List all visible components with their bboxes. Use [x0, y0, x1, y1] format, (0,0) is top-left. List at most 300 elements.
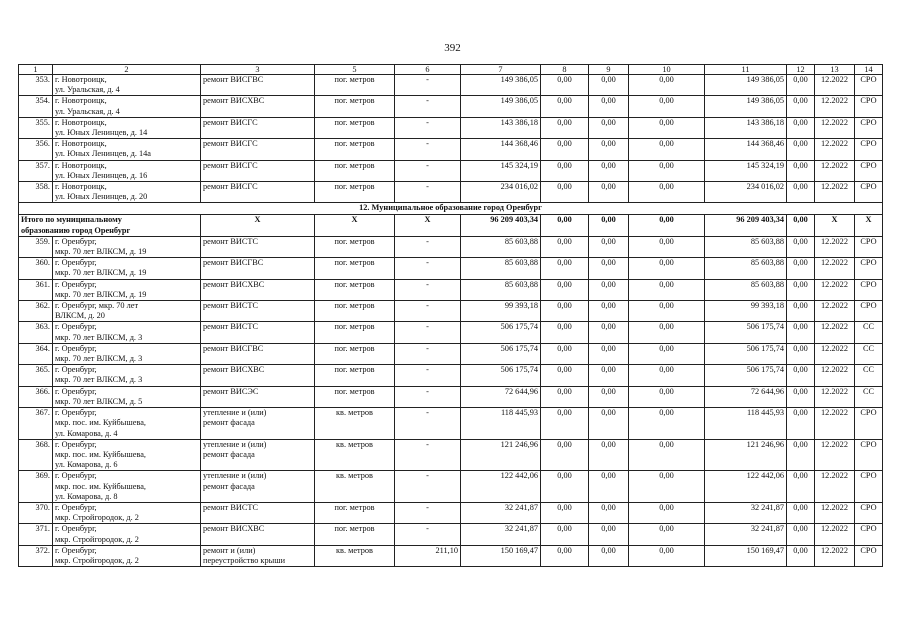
col-num: 12: [787, 65, 815, 75]
fund-cell: 0,00: [541, 236, 589, 257]
work-type-line: ремонт ВИСГС: [203, 139, 258, 149]
quantity-cell: -: [395, 502, 461, 523]
fund-cell: 0,00: [589, 322, 629, 343]
table-row: [19, 471, 883, 503]
section-title: 12. Муниципальное образование город Оренбург: [19, 203, 883, 215]
fund-cell: 0,00: [629, 279, 705, 300]
deadline-cell: 12.2022: [815, 322, 855, 343]
address-cell: [53, 502, 201, 523]
work-type-cell: [201, 545, 315, 566]
total-method: Х: [855, 215, 883, 236]
method-cell: СС: [855, 365, 883, 386]
fund-cell: 0,00: [629, 408, 705, 440]
work-type-line: утепление и (или): [203, 471, 267, 481]
work-type-line: ремонт фасада: [203, 418, 255, 428]
fund-cell: 0,00: [629, 75, 705, 96]
method-cell: СРО: [855, 408, 883, 440]
col-num: 7: [461, 65, 541, 75]
work-type-line: ремонт фасада: [203, 449, 255, 459]
quantity-cell: -: [395, 343, 461, 364]
fund-cell: 0,00: [541, 322, 589, 343]
quantity-cell: -: [395, 236, 461, 257]
fund-cell: 0,00: [589, 386, 629, 407]
work-type-cell: [201, 139, 315, 160]
other-funds-cell: 0,00: [787, 545, 815, 566]
fund-cell: 0,00: [629, 343, 705, 364]
address-cell: [53, 343, 201, 364]
table-row: [19, 279, 883, 300]
work-type-line: ремонт и (или): [203, 545, 256, 555]
table-row: [19, 236, 883, 257]
fund-cell: 0,00: [541, 301, 589, 322]
quantity-cell: -: [395, 117, 461, 138]
address-line: мкр. 70 лет ВЛКСМ, д. 3: [55, 354, 143, 364]
work-type-cell: [201, 439, 315, 471]
total-unit: Х: [315, 215, 395, 236]
work-type-line: ремонт ВИСТС: [203, 236, 259, 246]
address-cell: [53, 386, 201, 407]
method-cell: СРО: [855, 96, 883, 117]
work-type-cell: [201, 502, 315, 523]
total-other: 0,00: [787, 215, 815, 236]
total-cost-cell: 85 603,88: [461, 236, 541, 257]
address-line: мкр. пос. им. Куйбышева,: [55, 418, 146, 428]
row-number: 369.: [19, 471, 53, 503]
col-num: 2: [53, 65, 201, 75]
address-line: г. Оренбург,: [55, 524, 97, 534]
other-funds-cell: 0,00: [787, 258, 815, 279]
fund-cell: 0,00: [589, 408, 629, 440]
fund-cell: 0,00: [589, 160, 629, 181]
other-funds-cell: 0,00: [787, 236, 815, 257]
total-work: Х: [201, 215, 315, 236]
work-type-cell: [201, 75, 315, 96]
fund-cell: 0,00: [589, 343, 629, 364]
fund-cell: 0,00: [541, 471, 589, 503]
work-type-line: ремонт ВИСЭС: [203, 386, 259, 396]
table-row: [19, 322, 883, 343]
table-row: [19, 439, 883, 471]
total-owners: 96 209 403,34: [705, 215, 787, 236]
method-cell: СРО: [855, 75, 883, 96]
address-cell: [53, 139, 201, 160]
total-cost-cell: 234 016,02: [461, 182, 541, 203]
fund-cell: 0,00: [541, 365, 589, 386]
unit-cell: пог. метров: [315, 96, 395, 117]
address-line: г. Новотроицк,: [55, 96, 107, 106]
deadline-cell: 12.2022: [815, 301, 855, 322]
unit-cell: пог. метров: [315, 502, 395, 523]
fund-cell: 0,00: [629, 545, 705, 566]
quantity-cell: 211,10: [395, 545, 461, 566]
table-row: [19, 117, 883, 138]
address-cell: [53, 279, 201, 300]
other-funds-cell: 0,00: [787, 343, 815, 364]
quantity-cell: -: [395, 160, 461, 181]
total-cost-cell: 506 175,74: [461, 365, 541, 386]
work-type-line: утепление и (или): [203, 408, 267, 418]
row-number: 354.: [19, 96, 53, 117]
address-line: ул. Комарова, д. 4: [55, 428, 118, 438]
fund-cell: 0,00: [589, 139, 629, 160]
total-label-line: Итого по муниципальному: [21, 215, 122, 225]
unit-cell: кв. метров: [315, 545, 395, 566]
method-cell: СС: [855, 386, 883, 407]
owners-funds-cell: 122 442,06: [705, 471, 787, 503]
row-number: 361.: [19, 279, 53, 300]
address-line: мкр. 70 лет ВЛКСМ, д. 19: [55, 247, 147, 257]
address-cell: [53, 524, 201, 545]
total-cost-cell: 150 169,47: [461, 545, 541, 566]
method-cell: СРО: [855, 471, 883, 503]
fund-cell: 0,00: [589, 471, 629, 503]
address-line: г. Новотроицк,: [55, 139, 107, 149]
address-cell: [53, 117, 201, 138]
work-type-line: утепление и (или): [203, 439, 267, 449]
total-cost-cell: 99 393,18: [461, 301, 541, 322]
owners-funds-cell: 85 603,88: [705, 258, 787, 279]
address-line: мкр. 70 лет ВЛКСМ, д. 19: [55, 289, 147, 299]
fund-cell: 0,00: [629, 301, 705, 322]
table-row: [19, 301, 883, 322]
total-cost-cell: 72 644,96: [461, 386, 541, 407]
table-row: [19, 365, 883, 386]
other-funds-cell: 0,00: [787, 279, 815, 300]
work-type-line: ремонт ВИСТС: [203, 301, 259, 311]
address-line: мкр. пос. им. Куйбышева,: [55, 449, 146, 459]
address-line: г. Оренбург,: [55, 322, 97, 332]
method-cell: СРО: [855, 160, 883, 181]
col-num: 8: [541, 65, 589, 75]
fund-cell: 0,00: [541, 75, 589, 96]
address-cell: [53, 75, 201, 96]
address-line: г. Оренбург,: [55, 545, 97, 555]
fund-cell: 0,00: [629, 365, 705, 386]
deadline-cell: 12.2022: [815, 258, 855, 279]
column-number-row: [19, 65, 883, 75]
fund-cell: 0,00: [589, 365, 629, 386]
row-number: 372.: [19, 545, 53, 566]
address-line: г. Новотроицк,: [55, 117, 107, 127]
unit-cell: пог. метров: [315, 160, 395, 181]
quantity-cell: -: [395, 301, 461, 322]
total-label-line: образованию город Оренбург: [21, 225, 131, 235]
fund-cell: 0,00: [589, 524, 629, 545]
fund-cell: 0,00: [541, 258, 589, 279]
fund-cell: 0,00: [629, 322, 705, 343]
work-type-line: ремонт ВИСХВС: [203, 279, 265, 289]
row-number: 371.: [19, 524, 53, 545]
fund-cell: 0,00: [629, 117, 705, 138]
method-cell: СРО: [855, 117, 883, 138]
fund-cell: 0,00: [629, 160, 705, 181]
page-number: 392: [444, 42, 461, 54]
unit-cell: пог. метров: [315, 279, 395, 300]
fund-cell: 0,00: [629, 258, 705, 279]
row-number: 365.: [19, 365, 53, 386]
owners-funds-cell: 149 386,05: [705, 96, 787, 117]
work-type-line: ремонт ВИСХВС: [203, 365, 265, 375]
deadline-cell: 12.2022: [815, 502, 855, 523]
deadline-cell: 12.2022: [815, 236, 855, 257]
address-cell: [53, 545, 201, 566]
address-line: г. Оренбург,: [55, 279, 97, 289]
total-cost-cell: 32 241,87: [461, 502, 541, 523]
deadline-cell: 12.2022: [815, 471, 855, 503]
table-row: [19, 545, 883, 566]
owners-funds-cell: 143 386,18: [705, 117, 787, 138]
owners-funds-cell: 85 603,88: [705, 279, 787, 300]
table-row: [19, 139, 883, 160]
row-number: 366.: [19, 386, 53, 407]
unit-cell: пог. метров: [315, 258, 395, 279]
owners-funds-cell: 234 016,02: [705, 182, 787, 203]
unit-cell: пог. метров: [315, 343, 395, 364]
other-funds-cell: 0,00: [787, 524, 815, 545]
deadline-cell: 12.2022: [815, 524, 855, 545]
row-number: 358.: [19, 182, 53, 203]
address-cell: [53, 301, 201, 322]
table-row: [19, 160, 883, 181]
other-funds-cell: 0,00: [787, 139, 815, 160]
address-line: ул. Комарова, д. 8: [55, 491, 118, 501]
address-cell: [53, 471, 201, 503]
work-type-cell: [201, 160, 315, 181]
address-cell: [53, 439, 201, 471]
register-table: [18, 64, 883, 567]
deadline-cell: 12.2022: [815, 343, 855, 364]
fund-cell: 0,00: [589, 545, 629, 566]
deadline-cell: 12.2022: [815, 139, 855, 160]
row-number: 353.: [19, 75, 53, 96]
fund-cell: 0,00: [541, 524, 589, 545]
unit-cell: пог. метров: [315, 301, 395, 322]
fund-cell: 0,00: [629, 439, 705, 471]
deadline-cell: 12.2022: [815, 365, 855, 386]
work-type-cell: [201, 279, 315, 300]
method-cell: СРО: [855, 502, 883, 523]
other-funds-cell: 0,00: [787, 471, 815, 503]
fund-cell: 0,00: [541, 343, 589, 364]
address-cell: [53, 365, 201, 386]
address-cell: [53, 236, 201, 257]
work-type-line: ремонт ВИСГС: [203, 117, 258, 127]
address-line: г. Оренбург,: [55, 386, 97, 396]
work-type-line: ремонт ВИСТС: [203, 502, 259, 512]
fund-cell: 0,00: [541, 386, 589, 407]
quantity-cell: -: [395, 279, 461, 300]
fund-cell: 0,00: [541, 182, 589, 203]
owners-funds-cell: 144 368,46: [705, 139, 787, 160]
owners-funds-cell: 506 175,74: [705, 322, 787, 343]
owners-funds-cell: 99 393,18: [705, 301, 787, 322]
total-fund: 0,00: [629, 215, 705, 236]
fund-cell: 0,00: [541, 279, 589, 300]
unit-cell: пог. метров: [315, 322, 395, 343]
unit-cell: кв. метров: [315, 471, 395, 503]
other-funds-cell: 0,00: [787, 408, 815, 440]
deadline-cell: 12.2022: [815, 545, 855, 566]
row-number: 368.: [19, 439, 53, 471]
quantity-cell: -: [395, 96, 461, 117]
method-cell: СРО: [855, 258, 883, 279]
quantity-cell: -: [395, 471, 461, 503]
address-cell: [53, 258, 201, 279]
address-cell: [53, 182, 201, 203]
address-cell: [53, 160, 201, 181]
work-type-line: переустройство крыши: [203, 555, 286, 565]
work-type-cell: [201, 182, 315, 203]
total-row: [19, 215, 883, 236]
table-row: [19, 386, 883, 407]
fund-cell: 0,00: [589, 182, 629, 203]
address-line: мкр. Стройгородок, д. 2: [55, 513, 139, 523]
quantity-cell: -: [395, 75, 461, 96]
address-line: ул. Комарова, д. 6: [55, 460, 118, 470]
address-line: г. Оренбург,: [55, 343, 97, 353]
address-cell: [53, 408, 201, 440]
total-label: [19, 215, 201, 236]
total-cost-cell: 506 175,74: [461, 322, 541, 343]
method-cell: СРО: [855, 139, 883, 160]
deadline-cell: 12.2022: [815, 279, 855, 300]
work-type-cell: [201, 343, 315, 364]
col-num: 6: [395, 65, 461, 75]
total-cost-cell: 85 603,88: [461, 258, 541, 279]
work-type-line: ремонт ВИСХВС: [203, 96, 265, 106]
col-num: 13: [815, 65, 855, 75]
row-number: 355.: [19, 117, 53, 138]
fund-cell: 0,00: [589, 279, 629, 300]
quantity-cell: -: [395, 258, 461, 279]
fund-cell: 0,00: [541, 502, 589, 523]
method-cell: СРО: [855, 236, 883, 257]
unit-cell: пог. метров: [315, 365, 395, 386]
address-line: мкр. 70 лет ВЛКСМ, д. 3: [55, 332, 143, 342]
unit-cell: пог. метров: [315, 182, 395, 203]
unit-cell: пог. метров: [315, 75, 395, 96]
fund-cell: 0,00: [589, 117, 629, 138]
address-line: мкр. 70 лет ВЛКСМ, д. 5: [55, 396, 143, 406]
owners-funds-cell: 121 246,96: [705, 439, 787, 471]
address-line: г. Оренбург,: [55, 236, 97, 246]
row-number: 360.: [19, 258, 53, 279]
row-number: 364.: [19, 343, 53, 364]
total-cost-cell: 32 241,87: [461, 524, 541, 545]
quantity-cell: -: [395, 365, 461, 386]
address-line: мкр. 70 лет ВЛКСМ, д. 19: [55, 268, 147, 278]
address-line: г. Новотроицк,: [55, 160, 107, 170]
work-type-cell: [201, 96, 315, 117]
owners-funds-cell: 149 386,05: [705, 75, 787, 96]
work-type-line: ремонт ВИСГВС: [203, 75, 264, 84]
total-cost-cell: 149 386,05: [461, 75, 541, 96]
address-line: г. Новотроицк,: [55, 75, 107, 84]
work-type-cell: [201, 471, 315, 503]
unit-cell: пог. метров: [315, 236, 395, 257]
method-cell: СРО: [855, 279, 883, 300]
total-cost-cell: 145 324,19: [461, 160, 541, 181]
row-number: 359.: [19, 236, 53, 257]
work-type-line: ремонт ВИСГВС: [203, 343, 264, 353]
fund-cell: 0,00: [629, 139, 705, 160]
address-line: г. Оренбург,: [55, 502, 97, 512]
deadline-cell: 12.2022: [815, 439, 855, 471]
section-header-row: [19, 203, 883, 215]
total-cost-cell: 118 445,93: [461, 408, 541, 440]
work-type-cell: [201, 322, 315, 343]
deadline-cell: 12.2022: [815, 408, 855, 440]
address-line: ул. Уральская, д. 4: [55, 106, 120, 116]
fund-cell: 0,00: [541, 139, 589, 160]
total-cost-cell: 506 175,74: [461, 343, 541, 364]
fund-cell: 0,00: [629, 524, 705, 545]
fund-cell: 0,00: [589, 258, 629, 279]
work-type-line: ремонт ВИСХВС: [203, 524, 265, 534]
total-date: Х: [815, 215, 855, 236]
other-funds-cell: 0,00: [787, 439, 815, 471]
table-row: [19, 96, 883, 117]
deadline-cell: 12.2022: [815, 75, 855, 96]
quantity-cell: -: [395, 322, 461, 343]
col-num: 11: [705, 65, 787, 75]
work-type-cell: [201, 408, 315, 440]
other-funds-cell: 0,00: [787, 160, 815, 181]
fund-cell: 0,00: [629, 502, 705, 523]
deadline-cell: 12.2022: [815, 117, 855, 138]
fund-cell: 0,00: [629, 182, 705, 203]
unit-cell: кв. метров: [315, 439, 395, 471]
owners-funds-cell: 118 445,93: [705, 408, 787, 440]
owners-funds-cell: 150 169,47: [705, 545, 787, 566]
method-cell: СРО: [855, 524, 883, 545]
quantity-cell: -: [395, 524, 461, 545]
table-row: [19, 524, 883, 545]
address-line: ул. Юных Ленинцев, д. 16: [55, 170, 148, 180]
total-cost-cell: 144 368,46: [461, 139, 541, 160]
owners-funds-cell: 32 241,87: [705, 502, 787, 523]
other-funds-cell: 0,00: [787, 117, 815, 138]
deadline-cell: 12.2022: [815, 386, 855, 407]
table-row: [19, 75, 883, 96]
total-cost-cell: 149 386,05: [461, 96, 541, 117]
method-cell: СРО: [855, 301, 883, 322]
total-cost: 96 209 403,34: [461, 215, 541, 236]
other-funds-cell: 0,00: [787, 301, 815, 322]
method-cell: СРО: [855, 182, 883, 203]
address-line: мкр. Стройгородок, д. 2: [55, 534, 139, 544]
work-type-line: ремонт ВИСГВС: [203, 258, 264, 268]
fund-cell: 0,00: [629, 386, 705, 407]
deadline-cell: 12.2022: [815, 96, 855, 117]
method-cell: СРО: [855, 545, 883, 566]
owners-funds-cell: 32 241,87: [705, 524, 787, 545]
fund-cell: 0,00: [541, 117, 589, 138]
quantity-cell: -: [395, 408, 461, 440]
fund-cell: 0,00: [541, 96, 589, 117]
row-number: 356.: [19, 139, 53, 160]
unit-cell: кв. метров: [315, 408, 395, 440]
row-number: 367.: [19, 408, 53, 440]
fund-cell: 0,00: [589, 236, 629, 257]
other-funds-cell: 0,00: [787, 96, 815, 117]
col-num: 1: [19, 65, 53, 75]
work-type-cell: [201, 258, 315, 279]
row-number: 363.: [19, 322, 53, 343]
table-row: [19, 258, 883, 279]
unit-cell: пог. метров: [315, 139, 395, 160]
address-line: мкр. Стройгородок, д. 2: [55, 555, 139, 565]
